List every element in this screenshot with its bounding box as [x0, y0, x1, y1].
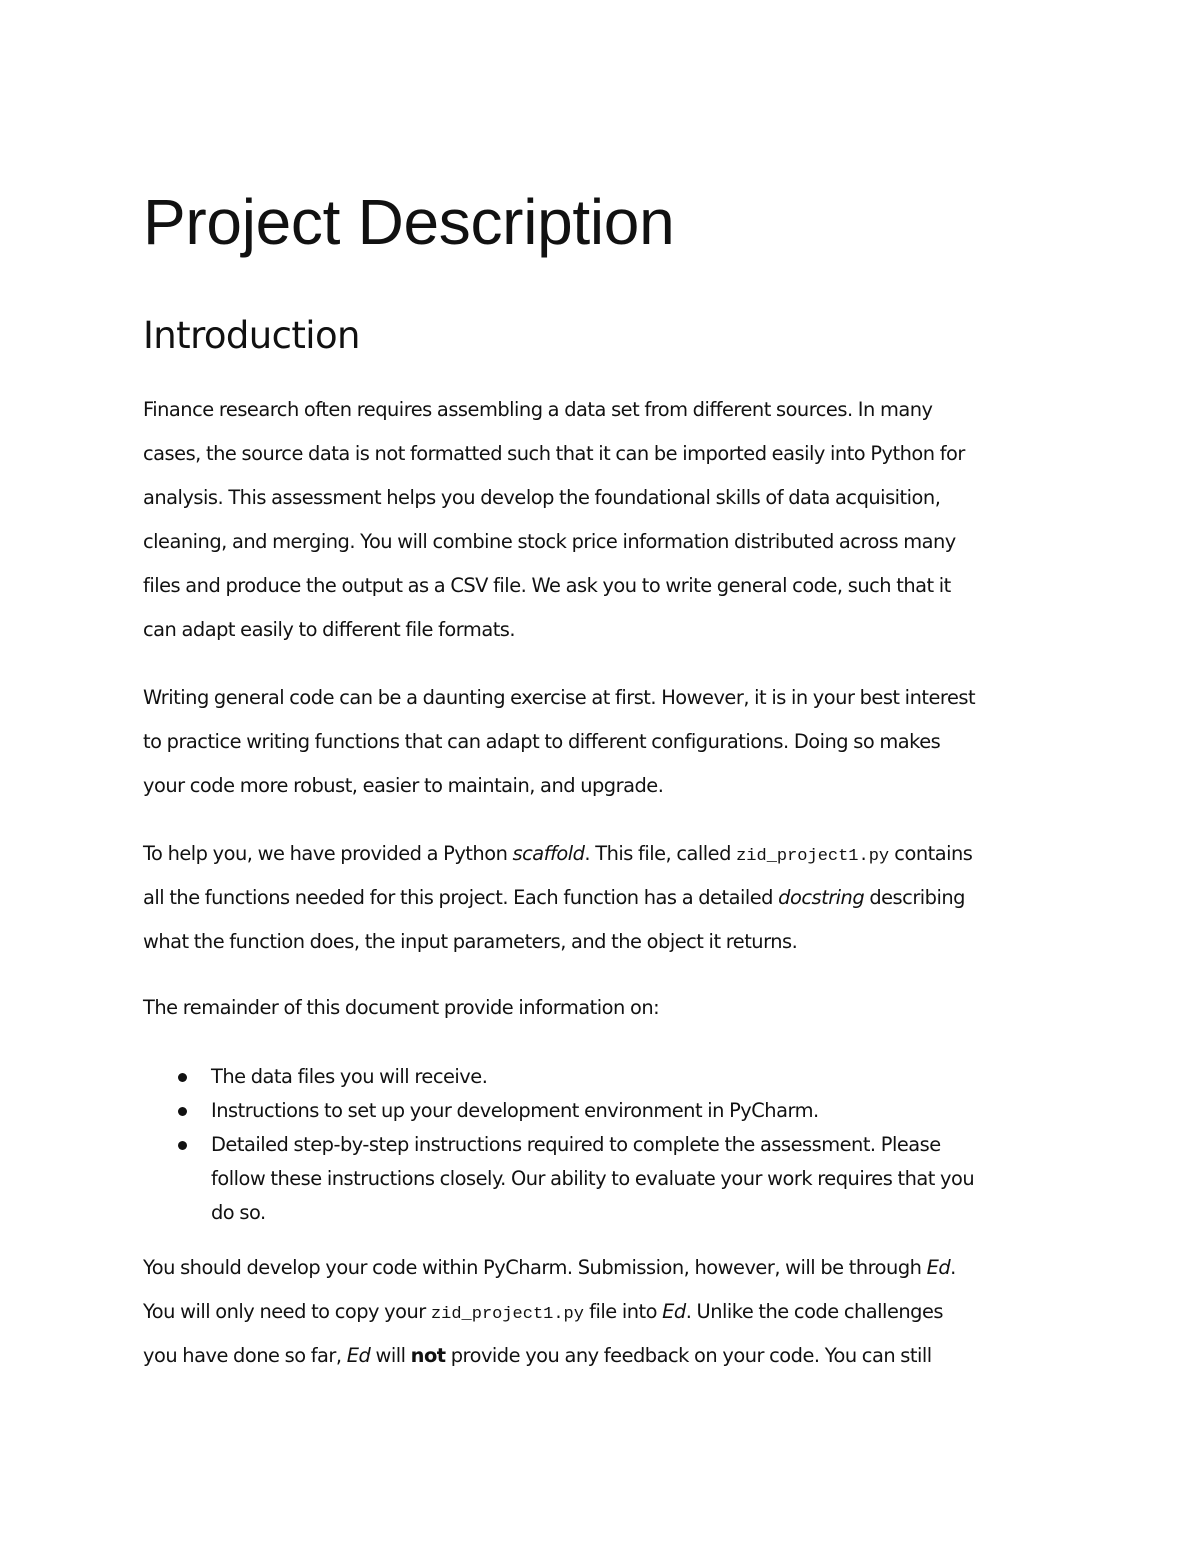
- info-list: [143, 1060, 1063, 1230]
- text-line: files and produce the output as a CSV file. We ask you to write general code, such that it: [143, 574, 951, 597]
- paragraph-intro: [143, 388, 1063, 652]
- text-line: The data files you will receive.: [211, 1065, 488, 1088]
- filename-code: zid_project1.py: [430, 1305, 584, 1324]
- text-line: what the function does, the input parameters, and the object it returns.: [143, 930, 798, 953]
- list-item: [143, 1094, 1063, 1128]
- text-line: [143, 1334, 1063, 1378]
- text-line: Instructions to set up your development environment in PyCharm.: [211, 1099, 819, 1122]
- paragraph-submission: [143, 1246, 1063, 1378]
- paragraph-remainder: [143, 986, 1063, 1030]
- text-run: .: [950, 1256, 956, 1279]
- list-item: [143, 1128, 1063, 1230]
- ed-emphasis: Ed: [662, 1300, 686, 1323]
- text-line: Finance research often requires assembling a data set from different sources. In many: [143, 398, 933, 421]
- text-line: do so.: [211, 1201, 266, 1224]
- text-run: . This file, called: [584, 842, 737, 865]
- text-line: [143, 1246, 1063, 1290]
- text-line: [143, 832, 1063, 876]
- section-heading-introduction: Introduction: [143, 314, 360, 357]
- document-title: Project Description: [143, 186, 675, 258]
- text-line: Writing general code can be a daunting exercise at first. However, it is in your best interest: [143, 686, 976, 709]
- text-run: file into: [583, 1300, 663, 1323]
- text-line: to practice writing functions that can adapt to different configurations. Doing so makes: [143, 730, 941, 753]
- text-line: The remainder of this document provide information on:: [143, 996, 660, 1019]
- text-run: describing: [864, 886, 965, 909]
- text-line: cases, the source data is not formatted such that it can be imported easily into Python for: [143, 442, 965, 465]
- text-run: To help you, we have provided a Python: [143, 842, 513, 865]
- text-line: your code more robust, easier to maintain, and upgrade.: [143, 774, 664, 797]
- text-run: . Unlike the code challenges: [685, 1300, 943, 1323]
- text-run: You will only need to copy your: [143, 1300, 431, 1323]
- scaffold-emphasis: scaffold: [512, 842, 585, 865]
- text-run: provide you any feedback on your code. You can still: [445, 1344, 932, 1367]
- text-run: all the functions needed for this project. Each function has a detailed: [143, 886, 779, 909]
- bullet-icon: [178, 1073, 187, 1082]
- list-item: [143, 1060, 1063, 1094]
- text-run: will: [370, 1344, 411, 1367]
- filename-code: zid_project1.py: [736, 847, 890, 866]
- not-strong: not: [410, 1344, 446, 1367]
- text-run: you have done so far,: [143, 1344, 347, 1367]
- bullet-icon: [178, 1107, 187, 1116]
- paragraph-scaffold: [143, 832, 1063, 964]
- text-line: cleaning, and merging. You will combine stock price information distributed across many: [143, 530, 956, 553]
- ed-emphasis: Ed: [346, 1344, 371, 1367]
- text-line: follow these instructions closely. Our ability to evaluate your work requires that you: [211, 1167, 975, 1190]
- text-line: [143, 1290, 1063, 1334]
- text-run: contains: [889, 842, 973, 865]
- text-run: You should develop your code within PyCharm. Submission, however, will be through: [143, 1256, 927, 1279]
- paragraph-general-code: [143, 676, 1063, 808]
- text-line: can adapt easily to different file formats.: [143, 618, 516, 641]
- text-line: Detailed step-by-step instructions required to complete the assessment. Please: [211, 1133, 941, 1156]
- bullet-icon: [178, 1141, 187, 1150]
- text-line: [143, 876, 1063, 920]
- ed-emphasis: Ed: [926, 1256, 951, 1279]
- text-line: analysis. This assessment helps you develop the foundational skills of data acquisition,: [143, 486, 941, 509]
- docstring-emphasis: docstring: [778, 886, 865, 909]
